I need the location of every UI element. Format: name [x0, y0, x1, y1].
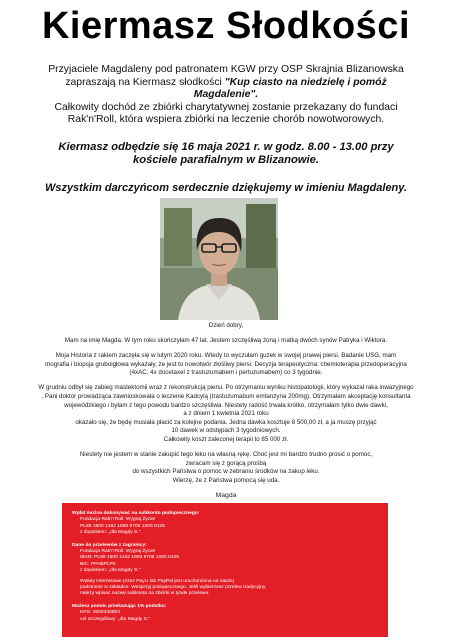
letter-paragraph: Moja Historia z rakiem zaczęła się w lutym 2020 roku. Wtedy to wyczułam guzek w swojej prawej piersi. Badanie USG, mam mografia i biopsja gruboigłowa wykazały, że jest to nowotwór złośliwy piersi. Decyzja terapeutyczna: chemioterapia przedoperacyjna (4xAC, 4x docetaxel z trastuzumabem i pertuzumabem) co 3 tygodnie. [45, 352, 407, 377]
letter-signature: Magda [215, 492, 237, 499]
portrait-image [160, 198, 278, 320]
intro-line: Magdalenie". [193, 89, 259, 100]
portrait-photo [160, 198, 278, 320]
event-details [8, 141, 444, 167]
intro-line: zapraszają na Kiermasz słodkości "Kup ciasto na niedzielę i pomóż [65, 76, 387, 88]
intro-line: Całkowity dochód ze zbiórki charytatywnej zostanie przekazany do fundaci [54, 101, 398, 113]
letter-paragraph: Mam na imię Magda. W tym roku skończyłam 47 lat. Jestem szczęśliwą żoną i matką dwóch synów Patryka i Wiktora. [64, 337, 388, 345]
donation-info-box: Wpłat można dokonywać na subkonto podopiecznego: Fundacja Rak'n'Roll. Wygraj Życie! PL86 1600 1462 1893 9706 1000 0125 z dopiskiem: „dla Magdy S." Dane do przelewów z zagranicy: Fundacja Rak'n'Roll. Wygraj Życie! IBAN: PL86 1600 1462 1893 9706 1000 0125 BIC: PPABPLPK z dopiskiem: „dla Magdy S." Wpłaty internetowe przez PayU lub PayPal jest uruchomiona na naszej podstronie w zakładce: Wesprzyj podopiecznego. Jeśli wybierzesz przelew tradycyjny, należy wpisać nazwę subkonta na zbiórki w tytule przelewu. Możesz pomóc przekazując 1% podatku: KRS: 0000338803 cel szczegółowy: „dla Magdy S." [62, 503, 388, 637]
letter-greeting: Dzień dobry, [208, 322, 244, 329]
intro-text [8, 64, 444, 127]
donation-heading: Wpłat można dokonywać na subkonto podopiecznego: [72, 511, 200, 516]
donation-heading: Możesz pomóc przekazując 1% podatku: [72, 603, 167, 609]
donation-heading: Dane do przelewów z zagranicy: [72, 542, 147, 548]
letter-paragraph: Niestety nie jestem w stanie zakupić tego leku na własną rękę. Choć jest mi bardzo trudno prosić o pomoc, zwracam się z gorącą prośbą do wszystkich Państwa o pomoc w zebraniu środków na zakup leku. Wierzę, że z Państwa pomocą się uda. [79, 451, 373, 484]
intro-line: Rak'n'Roll, która wspiera zbiórki na leczenie chorób nowotworowych. [67, 114, 385, 125]
personal-letter [4, 322, 448, 492]
thanks-text: Wszystkim darczyńcom serdecznie dziękujemy w imieniu Magdaleny. [44, 182, 408, 194]
event-line: Kiermasz odbędzie się 16 maja 2021 r. w godz. 8.00 - 13.00 przy [58, 141, 394, 153]
poster-title: Kiermasz Słodkości [41, 5, 411, 47]
letter-paragraph: W grudniu odbył się zabieg mastektomii wraz z rekonstrukcją piersi. Po otrzymaniu wyniku histopatologii, który wykazał raka inwazyjnego , Pani doktor prowadząca zawnioskowała o leczenie Kadcylą (trastuzumabum emtanzyna 200mg). Otrzymałam akceptację konsultanta wojewódzkiego i byłam z tego powodu bardzo szczęśliwa. Niestety radość trwała krótko, otrzymałam tylko dwie dawki, a z dniem 1 kwietnia 2021 roku okazało się, że będę musiała płacić za kolejne podania. Jedna dawka kosztuje 8 500,00 zł, a ja muszę przyjąć 10 dawek w odstępach 3 tygodniowych. Całkowity koszt zaleconej terapii to 85 000 zł. [38, 384, 414, 444]
intro-line: Przyjaciele Magdaleny pod patronatem KGW przy OSP Skrajnia Blizanowska [48, 64, 404, 75]
event-line: kościele parafialnym w Blizanowie. [133, 154, 319, 166]
